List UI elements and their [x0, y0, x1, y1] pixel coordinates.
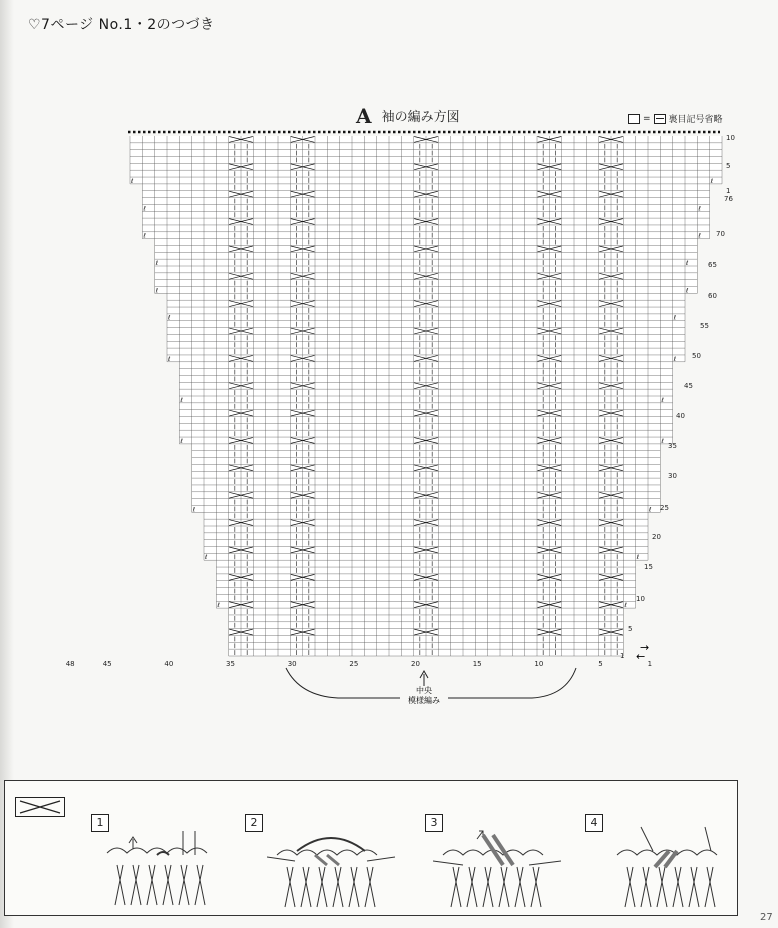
- column-label: 25: [349, 660, 359, 668]
- increase-marker: ℓ: [661, 437, 664, 445]
- increase-marker: ℓ: [686, 260, 689, 267]
- row-label: 40: [676, 412, 685, 420]
- row-label: 20: [652, 533, 661, 541]
- increase-marker: ℓ: [155, 260, 159, 267]
- chart-title-text: 袖の編み方図: [381, 110, 460, 125]
- row-label: 15: [644, 563, 653, 571]
- page-header: ♡7ページ No.1・2のつづき: [28, 17, 215, 33]
- increase-marker: ℓ: [168, 314, 171, 322]
- pattern-label: 模様編み: [408, 696, 440, 705]
- row-label: 45: [684, 382, 693, 390]
- step-4-number: 4: [585, 814, 603, 832]
- increase-marker: ℓ: [686, 287, 689, 295]
- row-label: 10: [636, 595, 645, 603]
- row-label: 1: [620, 652, 625, 660]
- step-1-illustration: [97, 825, 227, 911]
- increase-marker: ℓ: [624, 602, 627, 610]
- row-label: 65: [708, 261, 717, 269]
- increase-marker: ℓ: [673, 314, 677, 322]
- cable-instructions-panel: [4, 780, 738, 916]
- column-label: 1: [647, 660, 653, 668]
- column-label: 20: [411, 660, 420, 668]
- increase-marker: ℓ: [649, 506, 652, 514]
- increase-marker: ℓ: [636, 554, 640, 562]
- column-label: 15: [472, 660, 482, 668]
- increase-marker: ℓ: [217, 602, 220, 610]
- increase-marker: ℓ: [143, 205, 146, 213]
- cable-symbol-icon: [15, 797, 65, 817]
- row-label: 60: [708, 292, 717, 300]
- row-label: 50: [692, 352, 701, 360]
- step-2-illustration: [267, 821, 397, 911]
- row-label: 25: [660, 504, 669, 512]
- increase-marker: ℓ: [698, 232, 701, 240]
- row-label: 1: [726, 187, 731, 195]
- increase-marker: ℓ: [698, 205, 701, 213]
- increase-marker: ℓ: [168, 355, 171, 363]
- column-label: 30: [287, 660, 297, 668]
- row-label: 55: [700, 322, 709, 330]
- increase-marker: ℓ: [131, 177, 134, 185]
- increase-marker: ℓ: [180, 437, 183, 445]
- row-label: 5: [628, 625, 633, 633]
- end-arrow-icon: ←: [636, 650, 646, 663]
- center-label: 中央: [416, 686, 432, 695]
- step-1-number: 1: [91, 814, 109, 832]
- row-label: 10: [726, 134, 735, 142]
- row-label: 70: [716, 230, 725, 238]
- column-label: 48: [65, 660, 75, 668]
- increase-marker: ℓ: [155, 287, 159, 295]
- column-label: 45: [102, 660, 112, 668]
- step-4: [585, 811, 603, 832]
- increase-marker: ℓ: [180, 396, 183, 404]
- row-label: 5: [726, 162, 731, 170]
- increase-marker: ℓ: [673, 355, 677, 363]
- increase-marker: ℓ: [710, 177, 714, 185]
- start-arrow-icon: →: [640, 641, 650, 654]
- step-4-illustration: [607, 821, 737, 911]
- step-2-number: 2: [245, 814, 263, 832]
- step-3-illustration: [433, 821, 563, 911]
- increase-marker: ℓ: [205, 554, 208, 562]
- page-number: 27: [760, 912, 773, 923]
- column-label: 35: [226, 660, 235, 668]
- row-label: 76: [724, 195, 733, 203]
- increase-marker: ℓ: [661, 396, 664, 404]
- increase-marker: ℓ: [143, 232, 146, 240]
- legend-equals: =: [643, 113, 651, 124]
- column-label: 5: [598, 660, 603, 668]
- column-label: 10: [534, 660, 544, 668]
- row-label: 35: [668, 442, 677, 450]
- step-3-number: 3: [425, 814, 443, 832]
- column-label: 40: [164, 660, 174, 668]
- legend-text: 裏目記号省略: [668, 115, 723, 125]
- row-label: 30: [668, 472, 677, 480]
- increase-marker: ℓ: [192, 506, 196, 514]
- chart-title-letter: A: [356, 104, 372, 128]
- step-2: [245, 811, 263, 832]
